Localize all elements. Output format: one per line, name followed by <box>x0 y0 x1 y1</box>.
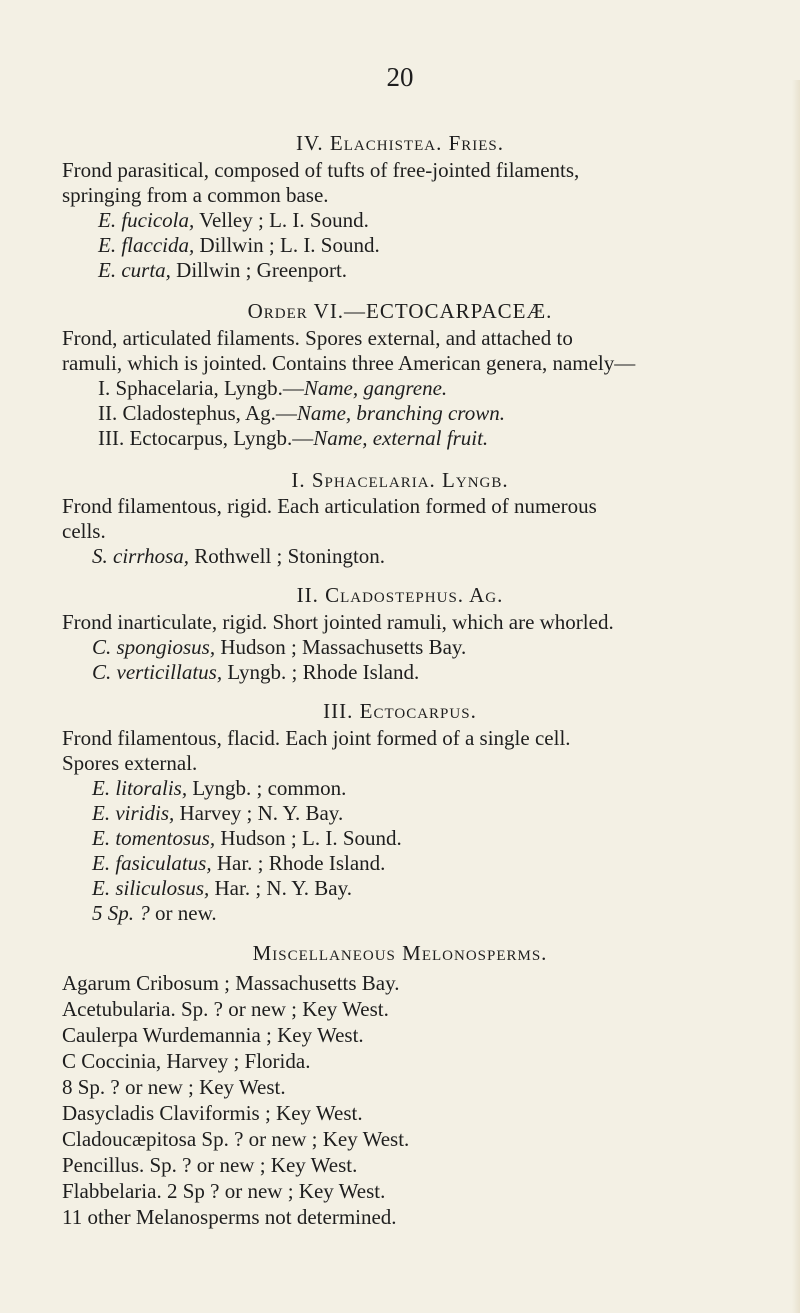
description-line: Frond, articulated filaments. Spores external, and attached to <box>62 326 573 350</box>
genus-entry <box>98 425 488 451</box>
species-entry <box>92 850 385 876</box>
species-entry <box>98 257 347 283</box>
description-line: ramuli, which is jointed. Contains three American genera, namely— <box>62 351 636 375</box>
species-source: Har. ; Rhode Island. <box>211 851 386 875</box>
genus-text: II. Cladostephus, Ag.— <box>98 401 297 425</box>
list-item: Agarum Cribosum ; Massachusetts Bay. <box>62 971 400 995</box>
list-item: Caulerpa Wurdemannia ; Key West. <box>62 1023 364 1047</box>
species-name: E. tomentosus, <box>92 826 216 850</box>
description-line: Spores external. <box>62 751 198 775</box>
species-source: Har. ; N. Y. Bay. <box>209 876 352 900</box>
species-entry <box>98 207 369 233</box>
species-name: E. curta, <box>98 258 171 282</box>
species-entry <box>92 800 343 826</box>
description-line: Frond parasitical, composed of tufts of free-jointed filaments, <box>62 158 580 182</box>
description-line: cells. <box>62 519 106 543</box>
species-source: Dillwin ; L. I. Sound. <box>194 233 380 257</box>
section-heading-miscellaneous: Miscellaneous Melonosperms. <box>252 941 548 965</box>
genus-note: Name, branching crown. <box>296 401 505 425</box>
species-source: Lyngb. ; common. <box>187 776 347 800</box>
species-name: E. siliculosus, <box>92 876 210 900</box>
species-source: Rothwell ; Stonington. <box>189 544 386 568</box>
page-number: 20 <box>386 62 414 92</box>
description-line: springing from a common base. <box>62 183 329 207</box>
species-entry <box>92 900 217 926</box>
species-source: Hudson ; L. I. Sound. <box>215 826 402 850</box>
list-item: Cladoucæpitosa Sp. ? or new ; Key West. <box>62 1127 410 1151</box>
species-source: Harvey ; N. Y. Bay. <box>174 801 344 825</box>
species-name: C. spongiosus, <box>92 635 216 659</box>
species-name: S. cirrhosa, <box>92 544 190 568</box>
species-name: E. viridis, <box>92 801 175 825</box>
genus-text: III. Ectocarpus, Lyngb.— <box>98 426 314 450</box>
species-entry <box>92 634 466 660</box>
genus-entry <box>98 375 447 401</box>
species-entry <box>92 543 385 569</box>
species-name: E. fucicola, <box>98 208 195 232</box>
species-source: Dillwin ; Greenport. <box>170 258 348 282</box>
section-heading-ectocarpus: III. Ectocarpus. <box>323 699 477 723</box>
species-name: E. fasiculatus, <box>92 851 212 875</box>
description-line: Frond filamentous, rigid. Each articulation formed of numerous <box>62 494 597 518</box>
section-heading-sphacelaria: I. Sphacelaria. Lyngb. <box>291 468 509 492</box>
description-line: Frond filamentous, flacid. Each joint formed of a single cell. <box>62 726 571 750</box>
species-entry <box>92 775 346 801</box>
species-name: E. flaccida, <box>98 233 195 257</box>
list-item: 11 other Melanosperms not determined. <box>62 1205 397 1229</box>
genus-text: I. Sphacelaria, Lyngb.— <box>98 376 304 400</box>
species-entry <box>92 659 419 685</box>
genus-entry <box>98 400 505 426</box>
list-item: Dasycladis Claviformis ; Key West. <box>62 1101 363 1125</box>
section-heading-elachistea: IV. Elachistea. Fries. <box>295 131 505 155</box>
genus-note: Name, external fruit. <box>313 426 489 450</box>
section-heading-cladostephus: II. Cladostephus. Ag. <box>296 583 504 607</box>
list-item: 8 Sp. ? or new ; Key West. <box>62 1075 286 1099</box>
list-item: Pencillus. Sp. ? or new ; Key West. <box>62 1153 358 1177</box>
list-item: Acetubularia. Sp. ? or new ; Key West. <box>62 997 389 1021</box>
page-edge-shadow <box>792 80 800 1313</box>
species-source: Lyngb. ; Rhode Island. <box>222 660 420 684</box>
species-entry <box>92 825 402 851</box>
list-item: C Coccinia, Harvey ; Florida. <box>62 1049 311 1073</box>
description-line: Frond inarticulate, rigid. Short jointed ramuli, which are whorled. <box>62 610 614 634</box>
species-name: C. verticillatus, <box>92 660 223 684</box>
species-source: or new. <box>149 901 217 925</box>
section-heading-order-vi: Order VI.—ECTOCARPACEÆ. <box>247 299 553 323</box>
species-source: Velley ; L. I. Sound. <box>194 208 369 232</box>
species-entry <box>92 875 352 901</box>
species-entry <box>98 232 380 258</box>
species-source: Hudson ; Massachusetts Bay. <box>215 635 467 659</box>
list-item: Flabbelaria. 2 Sp ? or new ; Key West. <box>62 1179 386 1203</box>
species-name: E. litoralis, <box>92 776 188 800</box>
genus-note: Name, gangrene. <box>303 376 448 400</box>
species-name: 5 Sp. ? <box>92 901 150 925</box>
